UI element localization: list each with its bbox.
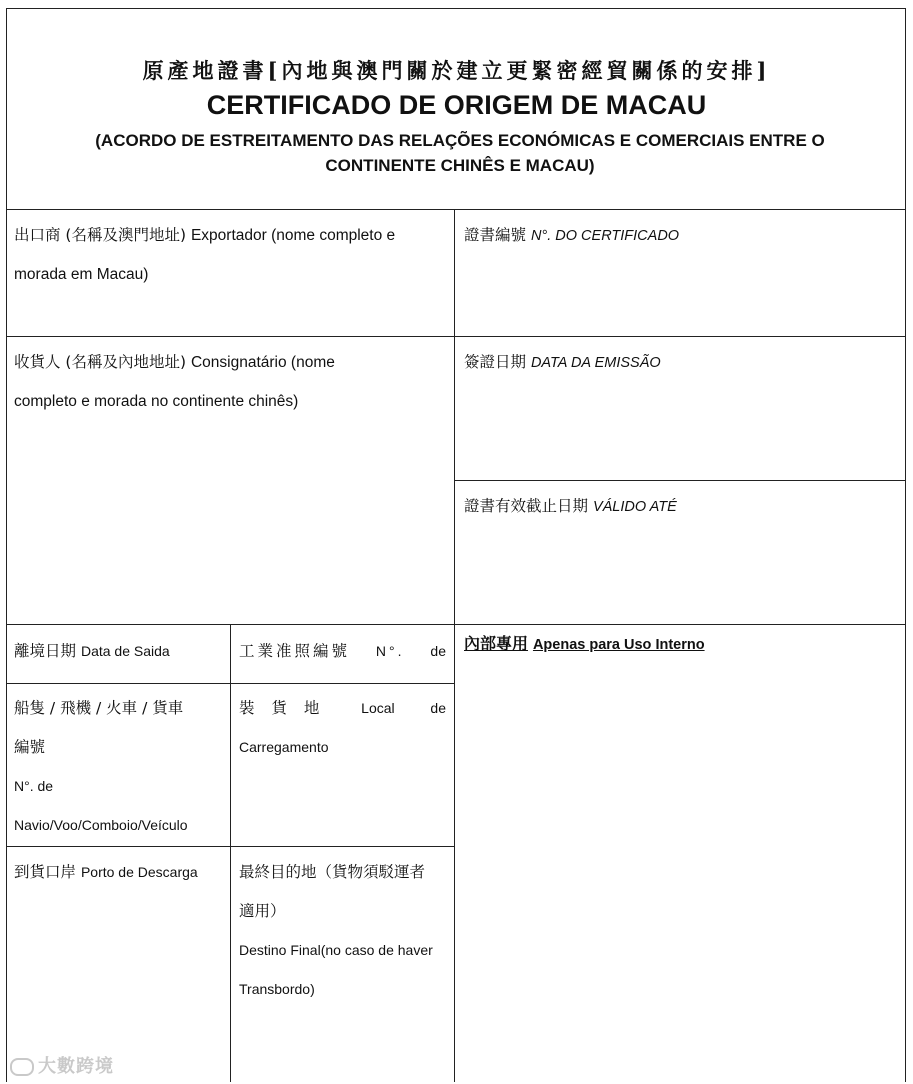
subtitle: [40, 128, 880, 178]
title-portuguese: CERTIFICADO DE ORIGEM DE MACAU: [206, 90, 707, 120]
discharge-port-field[interactable]: [14, 853, 224, 892]
discharge-port-label-pt: Porto de Descarga: [80, 864, 198, 880]
issue-date-field[interactable]: [464, 343, 900, 383]
consignee-label-line-2: completo e morada no continente chinês): [14, 393, 299, 410]
final-destination-label-pt-1: Destino Final(no caso de haver: [239, 942, 433, 958]
divider-center: [454, 209, 455, 1082]
vessel-number-field[interactable]: [14, 689, 224, 845]
divider-header: [6, 209, 906, 210]
license-number-label-pt-b: de: [430, 643, 446, 659]
consignee-label-zh: 收貨人 (名稱及內地地址): [14, 353, 187, 371]
divider-row-5: [6, 846, 454, 847]
certificate-number-label-pt: N°. DO CERTIFICADO: [530, 228, 680, 244]
consignee-label-pt: Consignatário (nome: [190, 354, 335, 371]
watermark: [10, 1052, 114, 1078]
consignee-field[interactable]: [14, 343, 450, 421]
subtitle-line-1: (ACORDO DE ESTREITAMENTO DAS RELAÇÕES ECONÓMICAS E COMERCIAIS ENTRE O: [95, 131, 825, 150]
vessel-label-zh-2: 編號: [14, 738, 46, 756]
loading-place-label-pt-a: Local: [361, 700, 395, 716]
subtitle-line-2: CONTINENTE CHINÊS E MACAU): [325, 156, 595, 175]
internal-use-field: [464, 624, 900, 665]
valid-until-field[interactable]: [464, 487, 900, 527]
title-chinese: 原產地證書[內地與澳門關於建立更緊密經貿關係的安排]: [142, 58, 771, 83]
license-number-field[interactable]: [239, 632, 446, 671]
loading-place-label-pt-b: de: [430, 700, 446, 716]
loading-place-label-zh: 裝 貨 地: [239, 699, 326, 717]
watermark-text: 大數跨境: [38, 1056, 114, 1077]
watermark-logo-icon: [10, 1058, 34, 1076]
departure-date-field[interactable]: [14, 632, 224, 671]
final-destination-field[interactable]: [239, 853, 451, 1009]
loading-place-label-pt-2: Carregamento: [239, 739, 329, 755]
license-number-label-pt-a: N°.: [375, 643, 405, 659]
vessel-label-pt-2: Navio/Voo/Comboio/Veículo: [14, 817, 188, 833]
issue-date-label-zh: 簽證日期: [464, 353, 527, 371]
final-destination-label-pt-2: Transbordo): [239, 981, 315, 997]
final-destination-label-zh-2: 適用）: [239, 902, 286, 920]
internal-use-label-pt: Apenas para Uso Interno: [532, 637, 705, 653]
valid-until-label-pt: VÁLIDO ATÉ: [592, 499, 677, 515]
divider-row-1: [6, 336, 906, 337]
valid-until-label-zh: 證書有效截止日期: [464, 497, 589, 515]
divider-row-4: [6, 683, 454, 684]
departure-date-label-pt: Data de Saida: [80, 643, 170, 659]
exporter-label-zh: 出口商 (名稱及澳門地址): [14, 226, 187, 244]
consignee-label-line-1: [14, 343, 450, 382]
discharge-port-label-zh: 到貨口岸: [14, 863, 77, 881]
certificate-number-label-zh: 證書編號: [464, 226, 527, 244]
exporter-label-line-2: morada em Macau): [14, 266, 149, 283]
vessel-label-pt-1: N°. de: [14, 778, 54, 794]
internal-use-label-zh: 內部專用: [464, 634, 529, 653]
loading-place-line-1: [239, 689, 446, 728]
exporter-label-line-1: [14, 216, 450, 255]
final-destination-label-zh-1: 最終目的地（貨物須駁運者: [239, 863, 426, 881]
divider-issue-valid: [454, 480, 906, 481]
certificate-number-field[interactable]: [464, 216, 900, 256]
issue-date-label-pt: DATA DA EMISSÃO: [530, 355, 661, 371]
exporter-field[interactable]: [14, 216, 450, 294]
loading-place-field[interactable]: [239, 689, 446, 767]
license-number-label-zh: 工業准照編號: [239, 642, 351, 660]
exporter-label-pt: Exportador (nome completo e: [190, 227, 396, 244]
vessel-label-zh-1: 船隻 / 飛機 / 火車 / 貨車: [14, 699, 184, 717]
departure-date-label-zh: 離境日期: [14, 642, 77, 660]
divider-left-split: [230, 624, 231, 1082]
